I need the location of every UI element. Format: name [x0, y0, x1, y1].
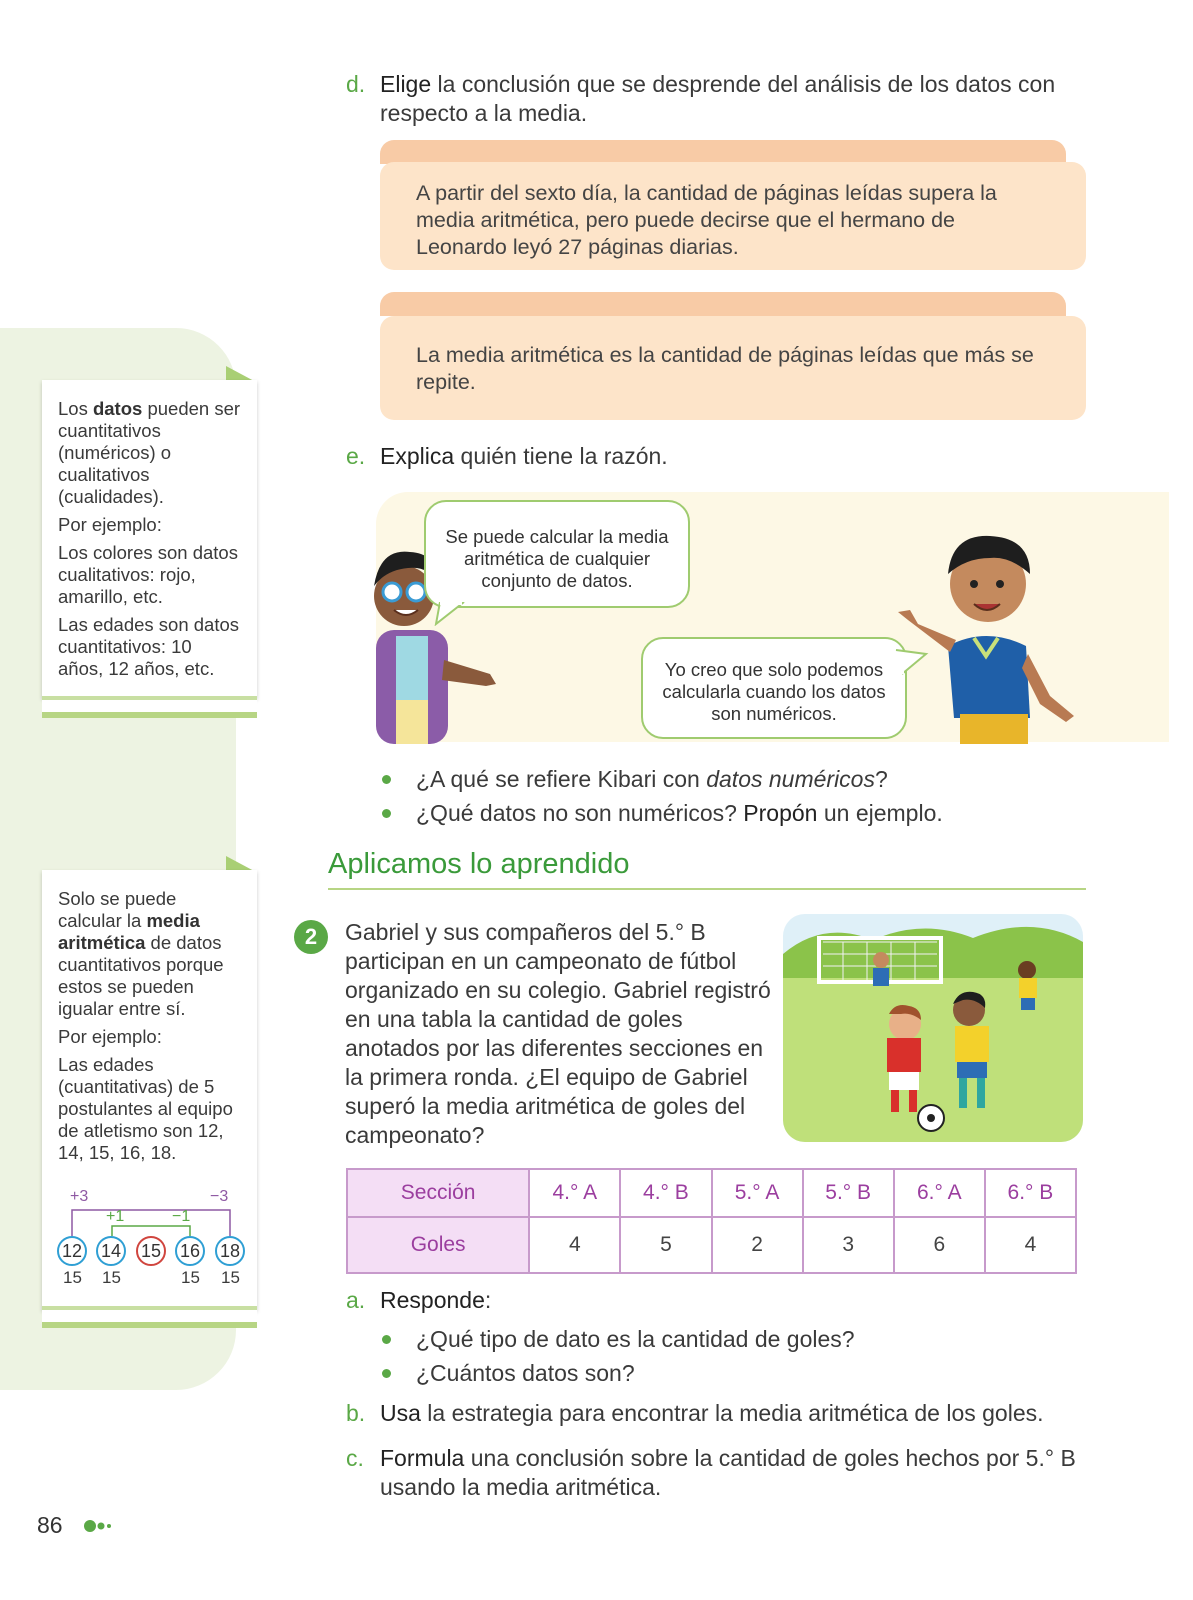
goals-table — [346, 1168, 1077, 1274]
question-item: ¿Cuántos datos son? — [382, 1356, 1082, 1390]
question-item: ¿Qué datos no son numéricos? Propón un ejemplo. — [382, 796, 1082, 830]
table-header-cell: Sección — [347, 1169, 529, 1217]
note-bottom-border — [42, 1306, 257, 1328]
table-cell: 5 — [620, 1217, 711, 1273]
item-letter: a. — [346, 1287, 366, 1313]
note-paragraph: Por ejemplo: — [58, 514, 162, 535]
table-cell: 6.° B — [985, 1169, 1076, 1217]
boy-illustration — [890, 528, 1090, 744]
section-title: Aplicamos lo aprendido — [328, 848, 630, 880]
action-verb: Explica — [380, 443, 455, 469]
value-circle: 12 — [57, 1236, 87, 1266]
leveling-diagram — [56, 1186, 251, 1286]
diagram-inner-right: −1 — [172, 1208, 191, 1225]
note-bottom-border — [42, 696, 257, 718]
conclusion-option-2[interactable] — [380, 316, 1086, 420]
problem-statement: Gabriel y sus compañeros del 5.° B participan en un campeonato de fútbol organizado en su colegio. Gabriel registró en una tabla la cantidad de goles anotados por las diferentes secciones en la primera ronda. ¿El equipo de Gabriel superó la media aritmética de goles del campeonato? — [345, 919, 771, 1148]
question-item: ¿A qué se refiere Kibari con datos numéricos? — [382, 762, 1082, 796]
bubble-text: Yo creo que solo podemos calcularla cuando los datos son numéricos. — [662, 659, 886, 724]
action-verb: Elige — [380, 71, 432, 97]
option-text: A partir del sexto día, la cantidad de páginas leídas supera la media aritmética, pero puede decirse que el hermano de Leonardo leyó 27 páginas diarias. — [416, 181, 997, 259]
table-cell: 6.° A — [894, 1169, 985, 1217]
value-circle: 14 — [96, 1236, 126, 1266]
table-cell: 3 — [803, 1217, 894, 1273]
table-cell: 2 — [712, 1217, 803, 1273]
note-paragraph: Los colores son datos cualitativos: rojo, amarillo, etc. — [58, 542, 238, 607]
option-text: La media aritmética es la cantidad de páginas leídas que más se repite. — [416, 343, 1034, 394]
speech-bubble-boy — [641, 637, 907, 739]
result-value: 15 — [102, 1268, 121, 1287]
item-letter: c. — [346, 1445, 364, 1471]
soccer-illustration — [783, 914, 1083, 1142]
option-card-top — [380, 140, 1066, 164]
part-b-instruction: b. Usa la estrategia para encontrar la media aritmética de los goles. — [346, 1400, 1044, 1426]
part-c-instruction: c. Formula una conclusión sobre la cantidad de goles hechos por 5.° B usando la media aritmética. — [346, 1445, 1076, 1500]
note-paragraph: Las edades (cuantitativas) de 5 postulantes al equipo de atletismo son 12, 14, 15, 16, 18. — [58, 1054, 233, 1163]
problem-number-badge: 2 — [294, 920, 328, 954]
note-paragraph: Los datos pueden ser cuantitativos (numéricos) o cualitativos (cualidades). — [58, 398, 241, 507]
table-cell: 5.° A — [712, 1169, 803, 1217]
note-paragraph: Las edades son datos cuantitativos: 10 años, 12 años, etc. — [58, 614, 240, 679]
question-item: ¿Qué tipo de dato es la cantidad de goles? — [382, 1322, 1082, 1356]
instruction-text: la conclusión que se desprende del análisis de los datos con respecto a la media. — [380, 71, 1056, 126]
part-e-questions — [382, 762, 1082, 830]
diagram-outer-right: −3 — [210, 1188, 229, 1205]
item-letter: d. — [346, 71, 366, 97]
table-cell: 4.° A — [529, 1169, 620, 1217]
result-value: 15 — [63, 1268, 82, 1287]
table-cell: 5.° B — [803, 1169, 894, 1217]
result-value: 15 — [221, 1268, 240, 1287]
table-cell: 4 — [985, 1217, 1076, 1273]
diagram-inner-left: +1 — [106, 1208, 125, 1225]
info-note-data-types — [42, 380, 257, 698]
bubble-tail — [434, 602, 474, 626]
bubble-text: Se puede calcular la media aritmética de cualquier conjunto de datos. — [445, 526, 669, 591]
value-circle: 16 — [175, 1236, 205, 1266]
item-letter: b. — [346, 1400, 366, 1426]
note-paragraph: Solo se puede calcular la media aritmética de datos cuantitativos porque estos se pueden igualar entre sí. — [58, 888, 224, 1019]
table-row — [347, 1217, 1076, 1273]
action-verb: Responde — [380, 1287, 485, 1313]
part-e-instruction — [346, 442, 1086, 471]
instruction-text: quién tiene la razón. — [454, 443, 668, 469]
action-verb: Formula — [380, 1445, 465, 1471]
page-dots-icon — [84, 1518, 114, 1534]
table-row — [347, 1169, 1076, 1217]
action-verb: Usa — [380, 1400, 421, 1426]
table-cell: 4 — [529, 1217, 620, 1273]
part-a-instruction: a. Responde: — [346, 1287, 492, 1313]
result-value: 15 — [181, 1268, 200, 1287]
page-number: 86 — [37, 1512, 63, 1538]
value-circle: 18 — [215, 1236, 245, 1266]
table-cell: 4.° B — [620, 1169, 711, 1217]
diagram-outer-left: +3 — [70, 1188, 89, 1205]
part-d-instruction — [346, 70, 1086, 126]
section-divider — [328, 888, 1086, 890]
table-cell: 6 — [894, 1217, 985, 1273]
bubble-tail — [888, 640, 932, 680]
speech-bubble-girl — [424, 500, 690, 608]
value-circle-mean: 15 — [136, 1236, 166, 1266]
option-card-top — [380, 292, 1066, 316]
table-header-cell: Goles — [347, 1217, 529, 1273]
note-paragraph: Por ejemplo: — [58, 1026, 162, 1047]
part-a-questions — [382, 1322, 1082, 1390]
conclusion-option-1[interactable] — [380, 162, 1086, 270]
item-letter: e. — [346, 443, 366, 469]
